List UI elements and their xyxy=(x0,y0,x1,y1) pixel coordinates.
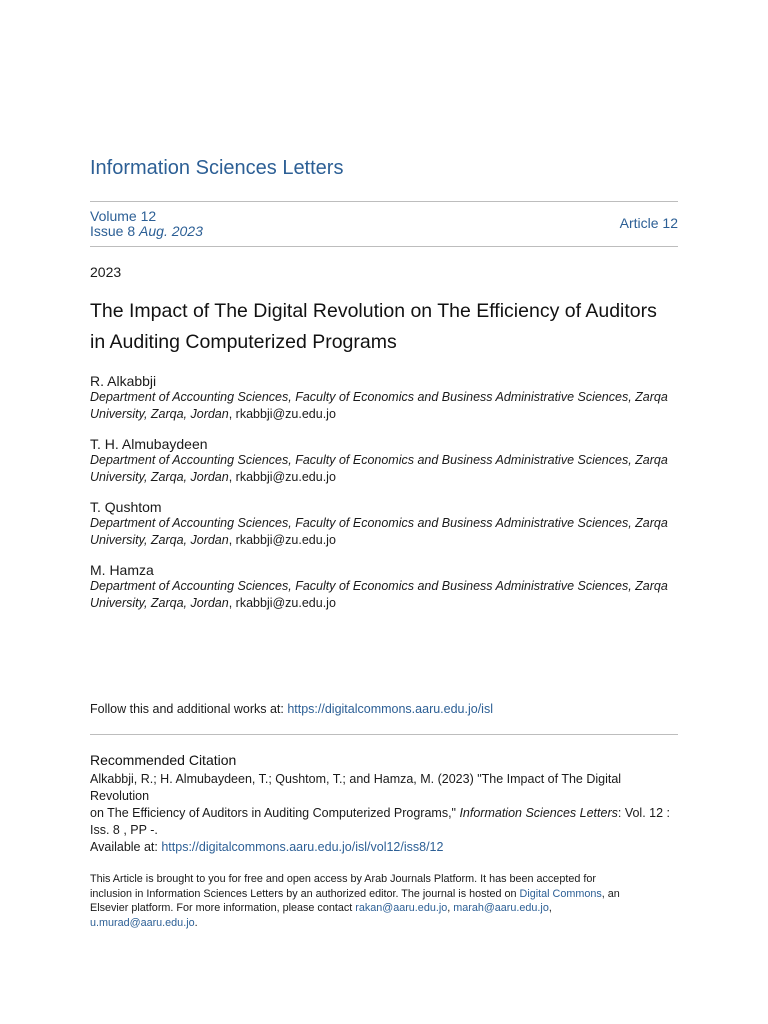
volume-issue-block xyxy=(90,209,203,239)
author-name: T. H. Almubaydeen xyxy=(90,436,208,452)
journal-title-link[interactable]: Information Sciences Letters xyxy=(90,157,344,179)
article-url-link[interactable]: https://digitalcommons.aaru.edu.jo/isl/vol12/iss8/12 xyxy=(161,840,444,854)
author-email: rkabbji@zu.edu.jo xyxy=(235,470,336,484)
follow-line xyxy=(90,702,493,716)
publication-year: 2023 xyxy=(90,264,122,280)
repository-link[interactable]: https://digitalcommons.aaru.edu.jo/isl xyxy=(287,702,493,716)
citation-divider xyxy=(90,734,678,735)
author-entry xyxy=(90,373,690,423)
author-name: R. Alkabbji xyxy=(90,373,157,389)
paper-title-line2: in Auditing Computerized Programs xyxy=(90,331,397,353)
article-number-link[interactable]: Article 12 xyxy=(619,215,678,231)
paper-title xyxy=(90,296,690,358)
available-label: Available at: xyxy=(90,840,162,854)
contact-email-link[interactable]: marah@aaru.edu.jo xyxy=(453,902,549,914)
contact-email-link[interactable]: u.murad@aaru.edu.jo xyxy=(90,916,195,929)
issue-date: Aug. 2023 xyxy=(139,223,203,239)
author-affiliation: Department of Accounting Sciences, Faculty of Economics and Business Administrative Sciences, Zarqa University, Zarqa, Jordan, rkabbji@zu.edu.jo xyxy=(90,579,668,610)
author-email: rkabbji@zu.edu.jo xyxy=(235,407,336,421)
author-affiliation: Department of Accounting Sciences, Faculty of Economics and Business Administrative Sciences, Zarqa University, Zarqa, Jordan, rkabbji@zu.edu.jo xyxy=(90,516,668,547)
contact-email-link[interactable]: rakan@aaru.edu.jo xyxy=(355,902,448,914)
author-affiliation: Department of Accounting Sciences, Faculty of Economics and Business Administrative Sciences, Zarqa University, Zarqa, Jordan, rkabbji@zu.edu.jo xyxy=(90,390,668,421)
access-notice: This Article is brought to you for free and open access by Arab Journals Platform. It has been accepted for inclusion in Information Sciences Letters by an authorized editor. The journal is hosted on Digital Commons, an Elsevier platform. For more information, please contact rakan@aaru.edu.jo, marah@aaru.edu.jo, u.murad@aaru.edu.jo. xyxy=(90,873,620,929)
citation-heading: Recommended Citation xyxy=(90,752,237,768)
top-divider xyxy=(90,201,678,202)
middle-divider xyxy=(90,246,678,247)
digital-commons-link[interactable]: Digital Commons xyxy=(519,887,602,900)
author-affiliation: Department of Accounting Sciences, Faculty of Economics and Business Administrative Sciences, Zarqa University, Zarqa, Jordan, rkabbji@zu.edu.jo xyxy=(90,453,668,484)
citation-body: Alkabbji, R.; H. Almubaydeen, T.; Qushtom, T.; and Hamza, M. (2023) "The Impact of The Digital Revolution on The Efficiency of Auditors in Auditing Computerized Programs," Information Sciences Letters: Vol. 12 : Iss. 8 , PP -. Available at: https://digitalcommons.aaru.edu.jo/isl/vol12/iss8/12 xyxy=(90,772,670,854)
authors-list xyxy=(90,373,690,625)
volume-link[interactable]: Volume 12 xyxy=(90,208,157,224)
author-entry xyxy=(90,499,690,549)
author-email: rkabbji@zu.edu.jo xyxy=(235,533,336,547)
citation-journal: Information Sciences Letters xyxy=(459,806,618,820)
author-name: M. Hamza xyxy=(90,562,154,578)
author-email: rkabbji@zu.edu.jo xyxy=(235,596,336,610)
issue-link[interactable]: Issue 8 xyxy=(90,223,136,239)
paper-title-line1: The Impact of The Digital Revolution on The Efficiency of Auditors xyxy=(90,300,657,322)
author-name: T. Qushtom xyxy=(90,499,162,515)
author-entry xyxy=(90,562,690,612)
follow-label: Follow this and additional works at: xyxy=(90,702,288,716)
author-entry xyxy=(90,436,690,486)
